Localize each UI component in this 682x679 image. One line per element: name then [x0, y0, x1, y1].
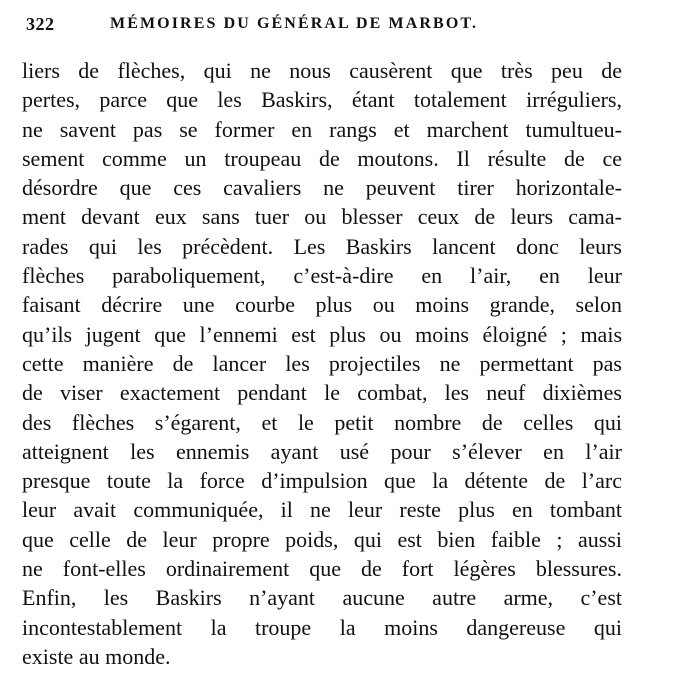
text-line: ne savent pas se former en rangs et marchent tumultueu- — [22, 116, 622, 142]
text-line: flèches paraboliquement, c’est-à-dire en l’air, en leur — [22, 263, 622, 289]
text-line: leur avait communiquée, il ne leur reste plus en tombant — [22, 497, 622, 523]
text-line: faisant décrire une courbe plus ou moins grande, selon — [22, 292, 622, 318]
text-line: Enfin, les Baskirs n’ayant aucune autre arme, c’est — [22, 585, 622, 611]
text-line: presque toute la force d’impulsion que la détente de l’arc — [22, 468, 622, 494]
text-line: existe au monde. — [22, 643, 171, 669]
page-header — [26, 12, 626, 38]
text-line: cette manière de lancer les projectiles ne permettant pas — [22, 350, 622, 376]
text-line: de viser exactement pendant le combat, les neuf dixièmes — [22, 380, 622, 406]
running-title: MÉMOIRES DU GÉNÉRAL DE MARBOT. — [110, 15, 479, 32]
body-paragraph — [22, 56, 622, 671]
text-line: incontestablement la troupe la moins dangereuse qui — [22, 614, 622, 640]
text-line: atteignent les ennemis ayant usé pour s’élever en l’air — [22, 438, 622, 464]
text-line: rades qui les précèdent. Les Baskirs lancent donc leurs — [22, 233, 622, 259]
text-line: qu’ils jugent que l’ennemi est plus ou moins éloigné ; mais — [22, 321, 622, 347]
text-line: ne font-elles ordinairement que de fort légères blessures. — [22, 556, 622, 582]
text-line: liers de flèches, qui ne nous causèrent que très peu de — [22, 58, 622, 83]
text-line: sement comme un troupeau de moutons. Il résulte de ce — [22, 145, 622, 171]
text-line: des flèches s’égarent, et le petit nombre de celles qui — [22, 409, 622, 435]
text-line: pertes, parce que les Baskirs, étant totalement irréguliers, — [22, 87, 622, 113]
text-line: ment devant eux sans tuer ou blesser ceux de leurs cama- — [22, 204, 622, 230]
page-number: 322 — [26, 14, 55, 34]
text-line: désordre que ces cavaliers ne peuvent tirer horizontale- — [22, 175, 622, 201]
text-line: que celle de leur propre poids, qui est bien faible ; aussi — [22, 526, 622, 552]
